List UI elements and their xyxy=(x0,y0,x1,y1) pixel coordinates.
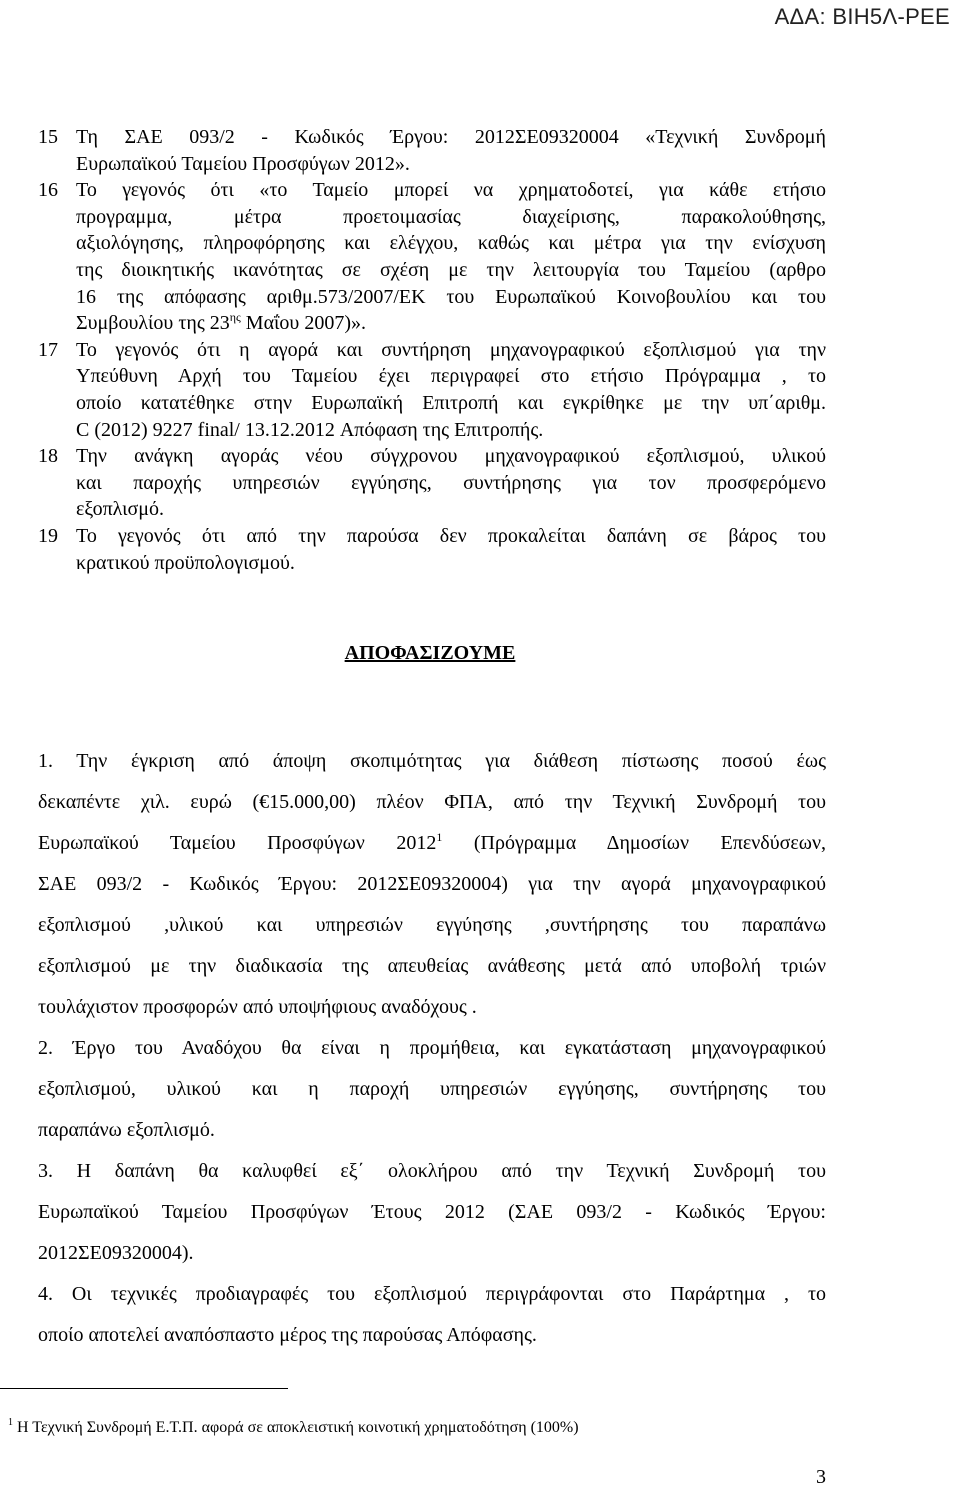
text-line: 3. Η δαπάνη θα καλυφθεί εξ΄ ολοκλήρου από την Τεχνική Συνδρομή του xyxy=(38,1160,826,1182)
footnote-ref[interactable]: 1 xyxy=(436,830,443,844)
item-number: 18 xyxy=(38,445,58,468)
decision-1 xyxy=(38,741,826,1028)
text-fragment: (Πρόγραμμα Δημοσίων Επενδύσεων, xyxy=(442,832,826,854)
text-line: Ευρωπαϊκού Ταμείου Προσφύγων 2012». xyxy=(76,152,410,175)
text-line: δεκαπέντε χιλ. ευρώ (€15.000,00) πλέον ΦΠΑ, από την Τεχνική Συνδρομή του xyxy=(38,791,826,813)
footnote xyxy=(8,1419,579,1437)
text-line: Το γεγονός ότι η αγορά και συντήρηση μηχανογραφικού εξοπλισμού για την xyxy=(76,338,826,361)
item-text xyxy=(76,523,826,576)
text-line: παραπάνω εξοπλισμό. xyxy=(38,1119,215,1141)
text-line: Τη ΣΑΕ 093/2 - Κωδικός Έργου: 2012ΣΕ09320004 «Τεχνική Συνδρομή xyxy=(76,126,826,148)
text-line: εξοπλισμού με την διαδικασία της απευθείας ανάθεσης μετά από υποβολή τριών xyxy=(38,955,826,977)
decision-4 xyxy=(38,1274,826,1356)
text-line: Το γεγονός ότι «το Ταμείο μπορεί να χρηματοδοτεί, για κάθε ετήσιο xyxy=(76,179,826,202)
text-fragment: Ευρωπαϊκού Ταμείου Προσφύγων 2012 xyxy=(38,832,437,854)
item-text xyxy=(76,124,826,177)
text-line: 4. Οι τεχνικές προδιαγραφές του εξοπλισμού περιγράφονται στο Παράρτημα , το xyxy=(38,1283,826,1305)
item-text xyxy=(76,337,826,443)
item-text xyxy=(76,443,826,523)
text-line: οποίο κατατέθηκε στην Ευρωπαϊκή Επιτροπή και εγκρίθηκε με την υπ΄αριθμ. xyxy=(76,391,826,414)
text-line: 2012ΣΕ09320004). xyxy=(38,1242,194,1264)
text-line xyxy=(38,823,826,864)
text-line xyxy=(76,310,826,337)
text-line: Το γεγονός ότι από την παρούσα δεν προκαλείται δαπάνη σε βάρος του xyxy=(76,524,826,547)
decision-heading: ΑΠΟΦΑΣΙΖΟΥΜΕ xyxy=(344,642,516,664)
item-number: 15 xyxy=(38,126,58,148)
ada-code: ΑΔΑ: ΒΙΗ5Λ-ΡΕΕ xyxy=(774,4,950,29)
decision-3 xyxy=(38,1151,826,1274)
text-line: αξιολόγησης, πληροφόρησης και ελέγχου, καθώς και μέτρα για την ενίσχυση xyxy=(76,232,826,255)
text-line: εξοπλισμού ,υλικού και υπηρεσιών εγγύησης ,συντήρησης του παραπάνω xyxy=(38,914,826,936)
item-number: 17 xyxy=(38,338,58,361)
list-item xyxy=(38,177,826,337)
footnote-text: Η Τεχνική Συνδρομή Ε.Τ.Π. αφορά σε αποκλειστική κοινοτική χρηματοδότηση (100%) xyxy=(13,1419,579,1436)
text-line: εξοπλισμού, υλικού και η παροχή υπηρεσιών εγγύησης, συντήρησης του xyxy=(38,1078,826,1100)
text-line: Υπεύθυνη Αρχή του Ταμείου έχει περιγραφεί στο ετήσιο Πρόγραμμα , το xyxy=(76,365,826,388)
superscript: ης xyxy=(229,310,241,325)
text-fragment: Μαΐου 2007)». xyxy=(240,312,366,335)
text-line: 1. Την έγκριση από άποψη σκοπιμότητας για διάθεση πίστωσης ποσού έως xyxy=(38,750,826,772)
list-item xyxy=(38,523,826,576)
considerations-list xyxy=(38,124,826,576)
text-line: 16 της απόφασης αριθμ.573/2007/ΕΚ του Ευρωπαϊκού Κοινοβουλίου και του xyxy=(76,285,826,308)
list-item xyxy=(38,124,826,177)
text-line: εξοπλισμό. xyxy=(76,498,165,521)
footnote-separator xyxy=(0,1388,288,1389)
text-line: C (2012) 9227 final/ 13.12.2012 Απόφαση της Επιτροπής. xyxy=(76,418,544,441)
text-line: κρατικού προϋπολογισμού. xyxy=(76,551,295,574)
text-line: τουλάχιστον προσφορών από υποψήφιους αναδόχους . xyxy=(38,996,477,1018)
text-line: οποίο αποτελεί αναπόσπαστο μέρος της παρούσας Απόφασης. xyxy=(38,1324,537,1346)
item-number: 19 xyxy=(38,524,58,547)
text-line: 2. Έργο του Αναδόχου θα είναι η προμήθεια, και εγκατάσταση μηχανογραφικού xyxy=(38,1037,826,1059)
decision-2 xyxy=(38,1028,826,1151)
item-text xyxy=(76,177,826,337)
page-number: 3 xyxy=(816,1466,826,1488)
item-number: 16 xyxy=(38,179,58,202)
list-item xyxy=(38,443,826,523)
list-item xyxy=(38,337,826,443)
decisions-list xyxy=(38,741,826,1356)
text-line: προγραμμα, μέτρα προετοιμασίας διαχείρισης, παρακολούθησης, xyxy=(76,205,826,228)
text-line: της διοικητικής ικανότητας σε σχέση με την λειτουργία του Ταμείου (αρθρο xyxy=(76,258,826,281)
text-line: Ευρωπαϊκού Ταμείου Προσφύγων Έτους 2012 (ΣΑΕ 093/2 - Κωδικός Έργου: xyxy=(38,1201,826,1223)
text-line: Την ανάγκη αγοράς νέου σύγχρονου μηχανογραφικού εξοπλισμού, υλικού xyxy=(76,445,826,468)
text-line: και παροχής υπηρεσιών εγγύησης, συντήρησης για τον προσφερόμενο xyxy=(76,471,826,494)
text-line: ΣΑΕ 093/2 - Κωδικός Έργου: 2012ΣΕ09320004) για την αγορά μηχανογραφικού xyxy=(38,873,826,895)
text-fragment: Συμβουλίου της 23 xyxy=(76,312,230,335)
footnote-mark: 1 xyxy=(8,1417,13,1428)
